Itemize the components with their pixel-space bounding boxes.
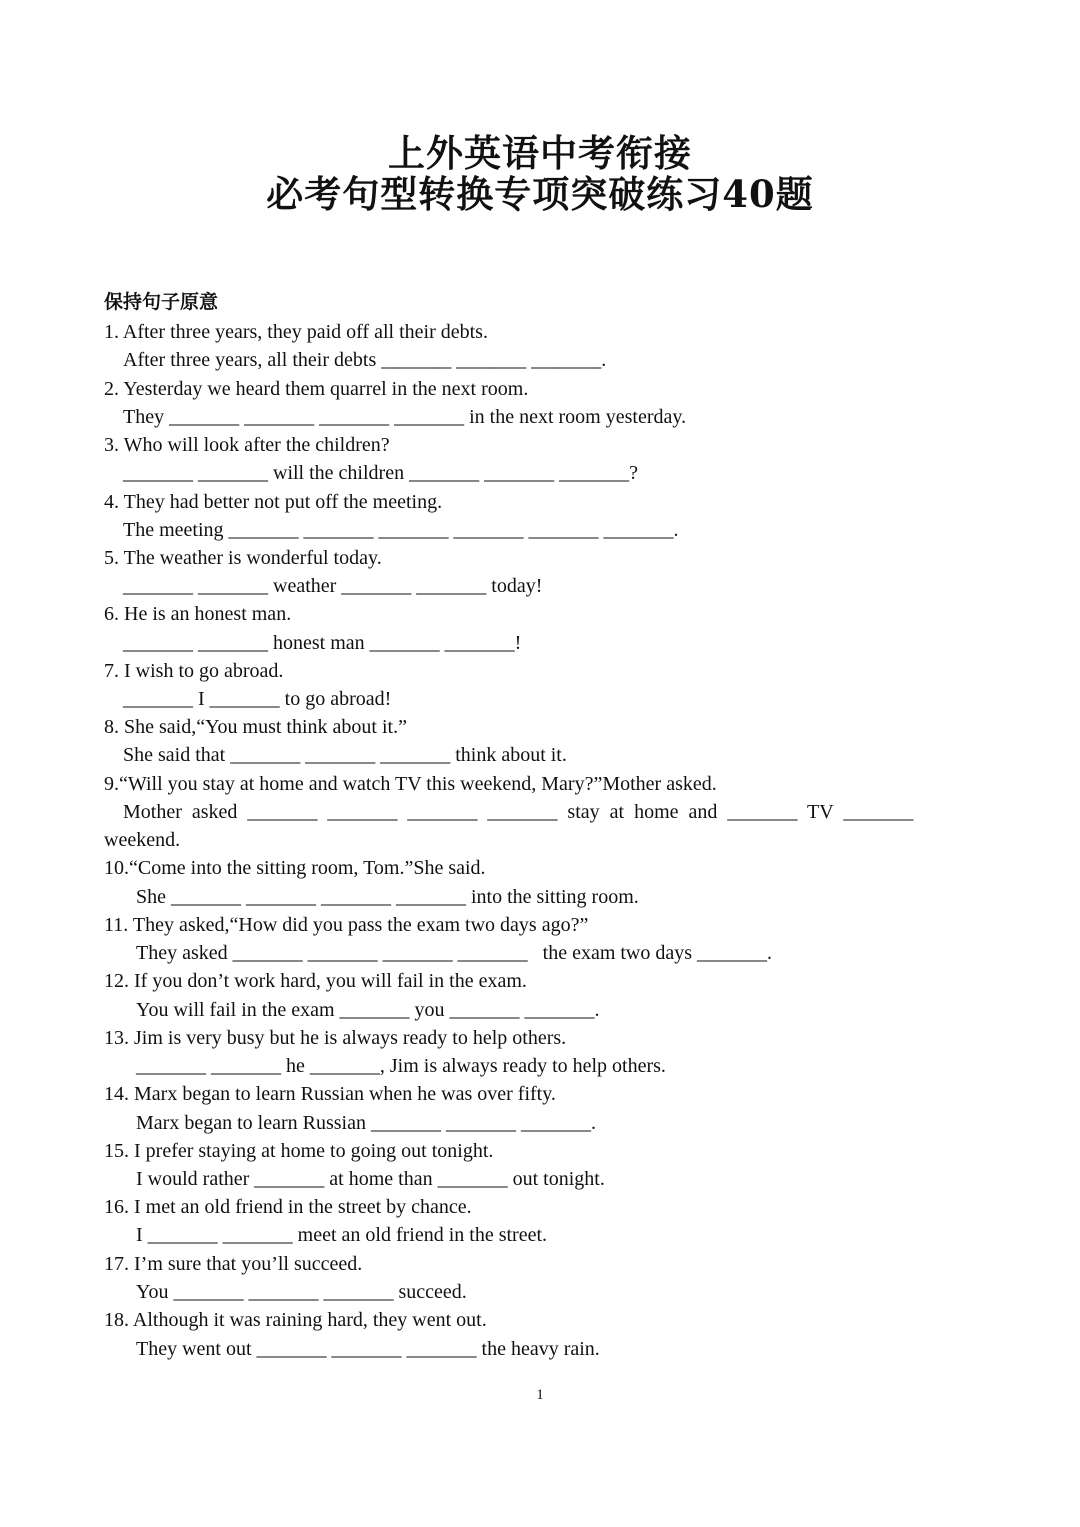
answer-16: I _______ _______ meet an old friend in the street. [136, 1224, 548, 1246]
question-1: 1. After three years, they paid off all their debts. [104, 321, 488, 343]
answer-4: The meeting _______ _______ _______ _______ _______ _______. [123, 519, 679, 541]
answer-12: You will fail in the exam _______ you _______ _______. [136, 999, 600, 1021]
answer-5: _______ _______ weather _______ _______ today! [123, 575, 543, 597]
question-15: 15. I prefer staying at home to going out tonight. [104, 1140, 494, 1162]
question-12: 12. If you don’t work hard, you will fail in the exam. [104, 970, 527, 992]
question-9: 9.“Will you stay at home and watch TV this weekend, Mary?”Mother asked. [104, 773, 717, 795]
answer-8: She said that _______ _______ _______ think about it. [123, 744, 567, 766]
question-10: 10.“Come into the sitting room, Tom.”She said. [104, 857, 486, 879]
question-5: 5. The weather is wonderful today. [104, 547, 382, 569]
question-13: 13. Jim is very busy but he is always ready to help others. [104, 1027, 567, 1049]
answer-13: _______ _______ he _______, Jim is always ready to help others. [136, 1055, 666, 1077]
answer-14: Marx began to learn Russian _______ _______ _______. [136, 1112, 596, 1134]
question-8: 8. She said,“You must think about it.” [104, 716, 407, 738]
answer-7: _______ I _______ to go abroad! [123, 688, 392, 710]
question-4: 4. They had better not put off the meeting. [104, 491, 443, 513]
answer-9-continued: weekend. [104, 829, 181, 851]
answer-15: I would rather _______ at home than _______ out tonight. [136, 1168, 605, 1190]
answer-17: You _______ _______ _______ succeed. [136, 1281, 467, 1303]
answer-6: _______ _______ honest man _______ _______! [123, 632, 522, 654]
answer-2: They _______ _______ _______ _______ in the next room yesterday. [123, 406, 687, 428]
page-title-line-2: 必考句型转换专项突破练习40题 [266, 172, 814, 216]
answer-11: They asked _______ _______ _______ _______ the exam two days _______. [136, 942, 773, 964]
answer-18: They went out _______ _______ _______ the heavy rain. [136, 1338, 600, 1360]
page-number: 1 [536, 1387, 544, 1403]
answer-1: After three years, all their debts _______ _______ _______. [123, 349, 607, 371]
question-17: 17. I’m sure that you’ll succeed. [104, 1253, 363, 1275]
question-18: 18. Although it was raining hard, they went out. [104, 1309, 487, 1331]
answer-3: _______ _______ will the children _______ _______ _______? [123, 462, 638, 484]
question-2: 2. Yesterday we heard them quarrel in the next room. [104, 378, 529, 400]
question-16: 16. I met an old friend in the street by chance. [104, 1196, 472, 1218]
question-14: 14. Marx began to learn Russian when he was over fifty. [104, 1083, 556, 1105]
answer-10: She _______ _______ _______ _______ into the sitting room. [136, 886, 639, 908]
question-7: 7. I wish to go abroad. [104, 660, 284, 682]
section-heading: 保持句子原意 [104, 291, 219, 313]
question-11: 11. They asked,“How did you pass the exam two days ago?” [104, 914, 589, 936]
question-3: 3. Who will look after the children? [104, 434, 390, 456]
answer-9: Mother asked _______ _______ _______ _______ stay at home and _______ TV _______ [123, 801, 914, 823]
question-6: 6. He is an honest man. [104, 603, 292, 625]
page-title-line-1: 上外英语中考衔接 [388, 131, 692, 175]
